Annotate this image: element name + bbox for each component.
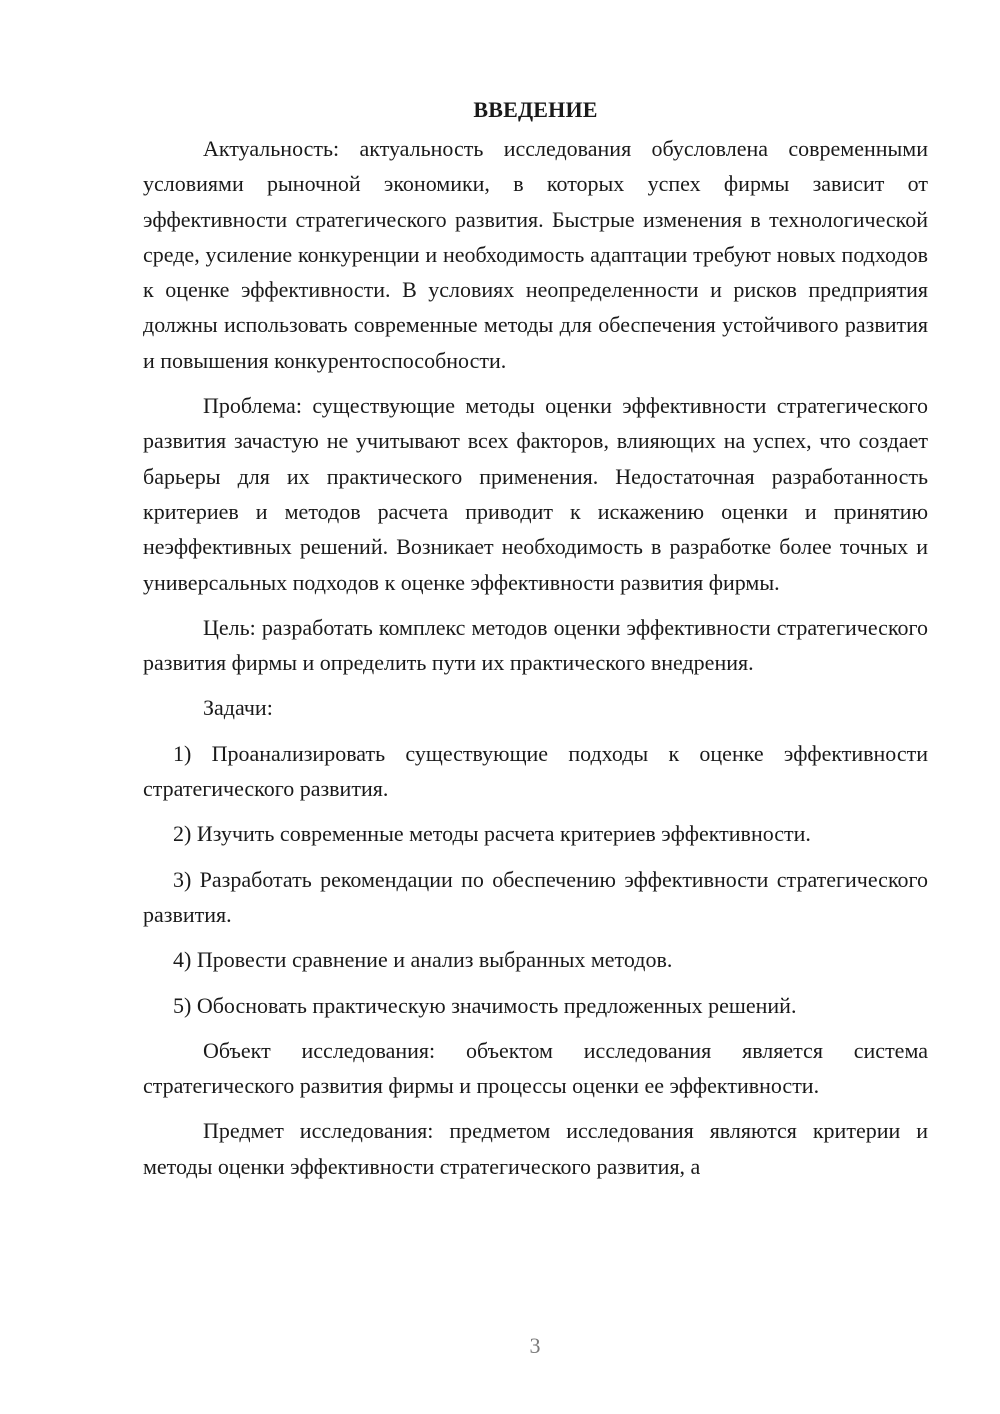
page-number: 3 bbox=[529, 1333, 541, 1358]
paragraph-subject: Предмет исследования: предметом исследования являются критерии и методы оценки эффективности стратегического развития, а bbox=[143, 1118, 928, 1179]
paragraph-object: Объект исследования: объектом исследования является система стратегического развития фирмы и процессы оценки ее эффективности. bbox=[143, 1037, 928, 1099]
list-item: 3) Разработать рекомендации по обеспечению эффективности стратегического развития. bbox=[143, 866, 928, 927]
section-title: ВВЕДЕНИЕ bbox=[473, 97, 598, 122]
paragraph-relevance: Актуальность: актуальность исследования обусловлена современными условиями рыночной экономики, в которых успех фирмы зависит от эффективности стратегического развития. Быстрые изменения в технологической среде, усиление конкуренции и необходимость адаптации требуют новых подходов к оценке эффективности. В условиях неопределенности и рисков предприятия должны использовать современные методы для обеспечения устойчивого развития и повышения конкурентоспособности. bbox=[143, 136, 928, 373]
list-item: 2) Изучить современные методы расчета критериев эффективности. bbox=[173, 821, 811, 847]
paragraph-problem: Проблема: существующие методы оценки эффективности стратегического развития зачастую не учитывают всех факторов, влияющих на успех, что создает барьеры для их практического применения. Недостаточная разработанность критериев и методов расчета приводит к искажению оценки и принятию неэффективных решений. Возникает необходимость в разработке более точных и универсальных подходов к оценке эффективности развития фирмы. bbox=[143, 393, 928, 595]
paragraph-goal: Цель: разработать комплекс методов оценки эффективности стратегического развития фирмы и определить пути их практического внедрения. bbox=[143, 614, 928, 676]
list-item: 1) Проанализировать существующие подходы к оценке эффективности стратегического развития. bbox=[143, 740, 928, 802]
list-item: 5) Обосновать практическую значимость предложенных решений. bbox=[173, 992, 797, 1018]
tasks-heading: Задачи: bbox=[203, 695, 273, 721]
list-item: 4) Провести сравнение и анализ выбранных методов. bbox=[173, 947, 673, 973]
document-page bbox=[143, 95, 928, 1194]
task-list bbox=[143, 736, 928, 1023]
